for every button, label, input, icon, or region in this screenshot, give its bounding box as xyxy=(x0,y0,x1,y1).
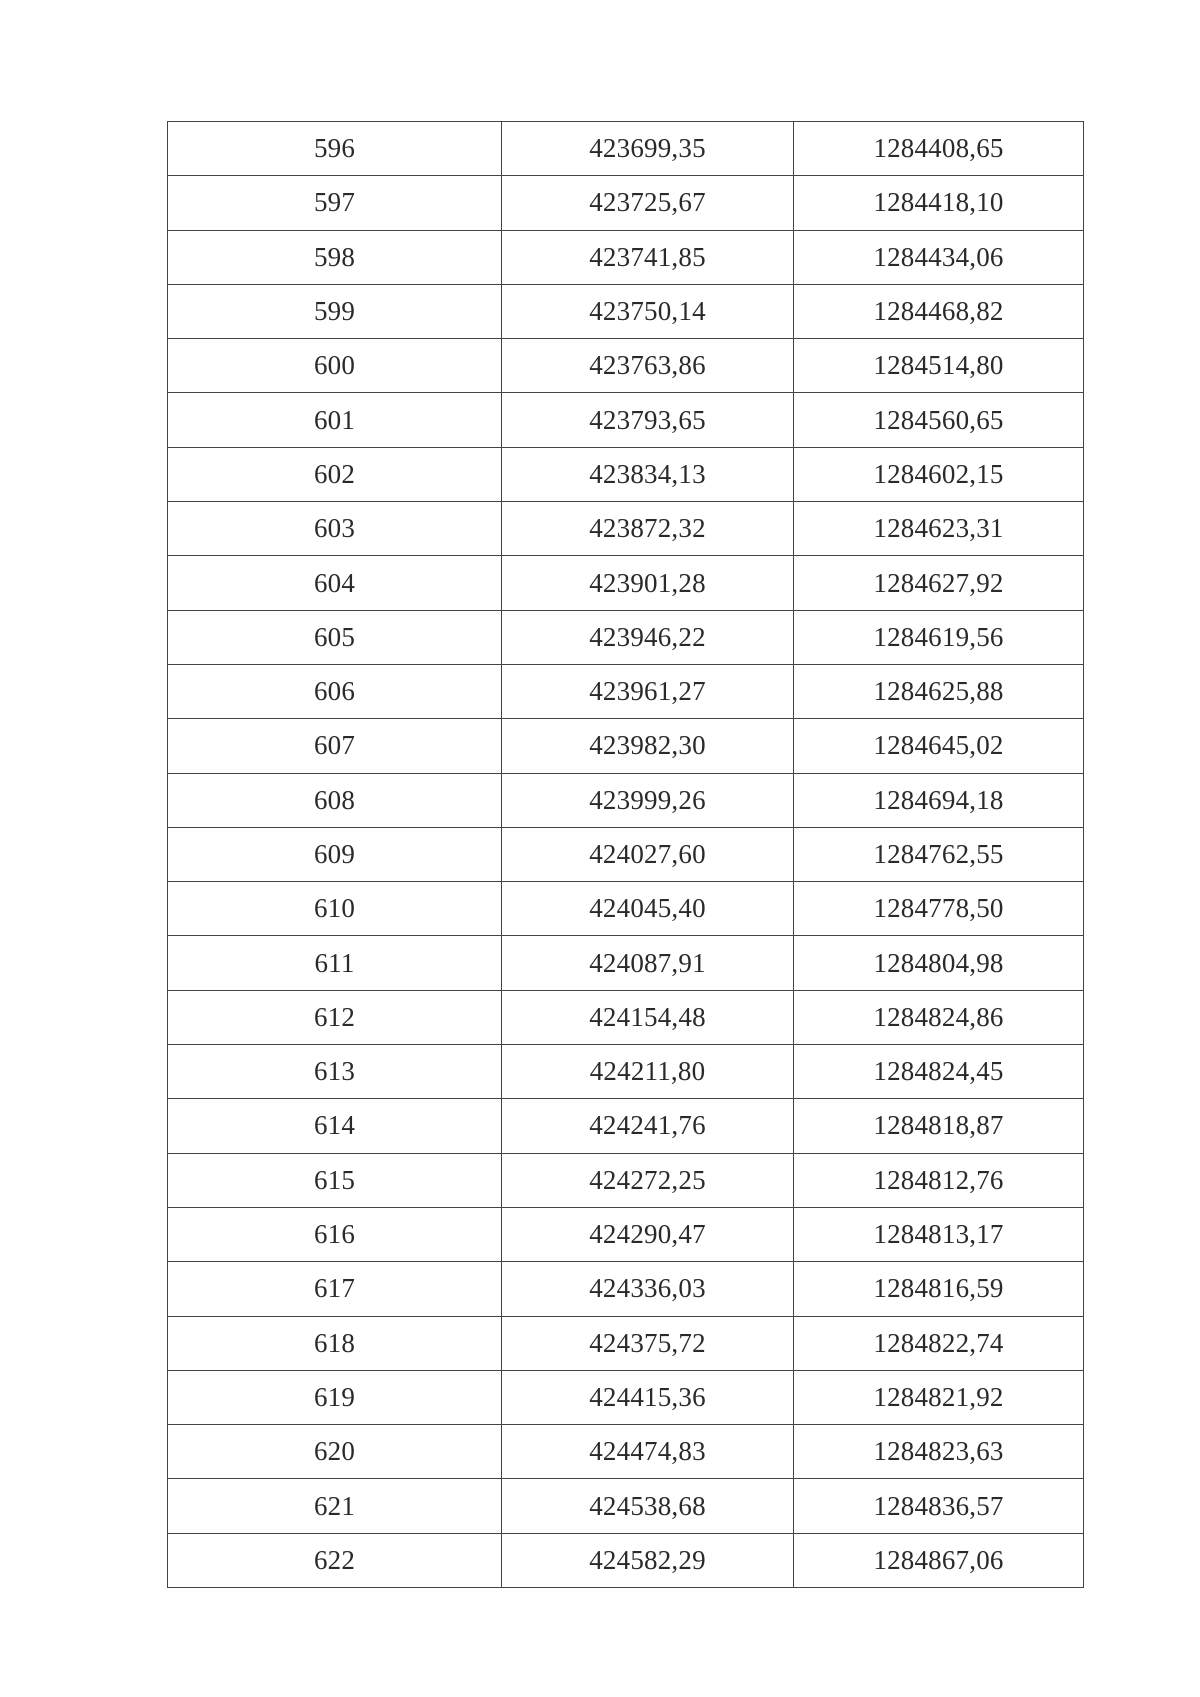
y-coordinate-cell: 1284823,63 xyxy=(794,1425,1084,1479)
x-coordinate-cell: 424375,72 xyxy=(502,1316,794,1370)
x-coordinate-cell: 424154,48 xyxy=(502,990,794,1044)
point-number-cell: 605 xyxy=(168,610,502,664)
x-coordinate-cell: 423999,26 xyxy=(502,773,794,827)
x-coordinate-cell: 424290,47 xyxy=(502,1207,794,1261)
y-coordinate-cell: 1284627,92 xyxy=(794,556,1084,610)
coordinates-table-body xyxy=(168,122,1084,1588)
point-number-cell: 617 xyxy=(168,1262,502,1316)
x-coordinate-cell: 424336,03 xyxy=(502,1262,794,1316)
point-number-cell: 616 xyxy=(168,1207,502,1261)
table-row xyxy=(168,664,1084,718)
point-number-cell: 601 xyxy=(168,393,502,447)
table-row xyxy=(168,1425,1084,1479)
point-number-cell: 609 xyxy=(168,827,502,881)
x-coordinate-cell: 423750,14 xyxy=(502,284,794,338)
table-row xyxy=(168,1153,1084,1207)
table-row xyxy=(168,936,1084,990)
table-row xyxy=(168,230,1084,284)
point-number-cell: 611 xyxy=(168,936,502,990)
x-coordinate-cell: 424582,29 xyxy=(502,1533,794,1587)
y-coordinate-cell: 1284818,87 xyxy=(794,1099,1084,1153)
table-row xyxy=(168,990,1084,1044)
y-coordinate-cell: 1284418,10 xyxy=(794,176,1084,230)
y-coordinate-cell: 1284623,31 xyxy=(794,502,1084,556)
x-coordinate-cell: 424027,60 xyxy=(502,827,794,881)
table-row xyxy=(168,556,1084,610)
x-coordinate-cell: 423763,86 xyxy=(502,339,794,393)
point-number-cell: 610 xyxy=(168,882,502,936)
table-row xyxy=(168,773,1084,827)
y-coordinate-cell: 1284812,76 xyxy=(794,1153,1084,1207)
table-row xyxy=(168,827,1084,881)
table-row xyxy=(168,284,1084,338)
y-coordinate-cell: 1284867,06 xyxy=(794,1533,1084,1587)
point-number-cell: 612 xyxy=(168,990,502,1044)
x-coordinate-cell: 424272,25 xyxy=(502,1153,794,1207)
y-coordinate-cell: 1284468,82 xyxy=(794,284,1084,338)
y-coordinate-cell: 1284762,55 xyxy=(794,827,1084,881)
table-row xyxy=(168,447,1084,501)
x-coordinate-cell: 423834,13 xyxy=(502,447,794,501)
x-coordinate-cell: 424211,80 xyxy=(502,1045,794,1099)
y-coordinate-cell: 1284824,86 xyxy=(794,990,1084,1044)
x-coordinate-cell: 423741,85 xyxy=(502,230,794,284)
table-row xyxy=(168,339,1084,393)
y-coordinate-cell: 1284434,06 xyxy=(794,230,1084,284)
table-row xyxy=(168,1262,1084,1316)
point-number-cell: 620 xyxy=(168,1425,502,1479)
point-number-cell: 604 xyxy=(168,556,502,610)
y-coordinate-cell: 1284619,56 xyxy=(794,610,1084,664)
x-coordinate-cell: 423725,67 xyxy=(502,176,794,230)
table-row xyxy=(168,393,1084,447)
table-row xyxy=(168,502,1084,556)
point-number-cell: 597 xyxy=(168,176,502,230)
y-coordinate-cell: 1284514,80 xyxy=(794,339,1084,393)
y-coordinate-cell: 1284816,59 xyxy=(794,1262,1084,1316)
point-number-cell: 614 xyxy=(168,1099,502,1153)
y-coordinate-cell: 1284778,50 xyxy=(794,882,1084,936)
y-coordinate-cell: 1284836,57 xyxy=(794,1479,1084,1533)
table-row xyxy=(168,1099,1084,1153)
y-coordinate-cell: 1284804,98 xyxy=(794,936,1084,990)
y-coordinate-cell: 1284822,74 xyxy=(794,1316,1084,1370)
x-coordinate-cell: 424538,68 xyxy=(502,1479,794,1533)
x-coordinate-cell: 424045,40 xyxy=(502,882,794,936)
table-row xyxy=(168,1316,1084,1370)
y-coordinate-cell: 1284408,65 xyxy=(794,122,1084,176)
x-coordinate-cell: 423961,27 xyxy=(502,664,794,718)
point-number-cell: 619 xyxy=(168,1370,502,1424)
point-number-cell: 607 xyxy=(168,719,502,773)
table-row xyxy=(168,882,1084,936)
point-number-cell: 622 xyxy=(168,1533,502,1587)
y-coordinate-cell: 1284813,17 xyxy=(794,1207,1084,1261)
point-number-cell: 596 xyxy=(168,122,502,176)
y-coordinate-cell: 1284625,88 xyxy=(794,664,1084,718)
x-coordinate-cell: 423699,35 xyxy=(502,122,794,176)
y-coordinate-cell: 1284602,15 xyxy=(794,447,1084,501)
point-number-cell: 613 xyxy=(168,1045,502,1099)
y-coordinate-cell: 1284824,45 xyxy=(794,1045,1084,1099)
table-row xyxy=(168,719,1084,773)
x-coordinate-cell: 423901,28 xyxy=(502,556,794,610)
y-coordinate-cell: 1284645,02 xyxy=(794,719,1084,773)
point-number-cell: 606 xyxy=(168,664,502,718)
point-number-cell: 608 xyxy=(168,773,502,827)
point-number-cell: 598 xyxy=(168,230,502,284)
y-coordinate-cell: 1284821,92 xyxy=(794,1370,1084,1424)
y-coordinate-cell: 1284560,65 xyxy=(794,393,1084,447)
table-row xyxy=(168,610,1084,664)
point-number-cell: 615 xyxy=(168,1153,502,1207)
x-coordinate-cell: 424087,91 xyxy=(502,936,794,990)
point-number-cell: 599 xyxy=(168,284,502,338)
x-coordinate-cell: 423982,30 xyxy=(502,719,794,773)
table-row xyxy=(168,122,1084,176)
x-coordinate-cell: 424474,83 xyxy=(502,1425,794,1479)
point-number-cell: 602 xyxy=(168,447,502,501)
x-coordinate-cell: 424415,36 xyxy=(502,1370,794,1424)
y-coordinate-cell: 1284694,18 xyxy=(794,773,1084,827)
table-row xyxy=(168,1045,1084,1099)
x-coordinate-cell: 424241,76 xyxy=(502,1099,794,1153)
x-coordinate-cell: 423872,32 xyxy=(502,502,794,556)
table-row xyxy=(168,1370,1084,1424)
point-number-cell: 618 xyxy=(168,1316,502,1370)
coordinates-table xyxy=(167,121,1084,1588)
table-row xyxy=(168,176,1084,230)
table-row xyxy=(168,1533,1084,1587)
table-row xyxy=(168,1479,1084,1533)
x-coordinate-cell: 423946,22 xyxy=(502,610,794,664)
table-row xyxy=(168,1207,1084,1261)
point-number-cell: 603 xyxy=(168,502,502,556)
point-number-cell: 621 xyxy=(168,1479,502,1533)
point-number-cell: 600 xyxy=(168,339,502,393)
x-coordinate-cell: 423793,65 xyxy=(502,393,794,447)
